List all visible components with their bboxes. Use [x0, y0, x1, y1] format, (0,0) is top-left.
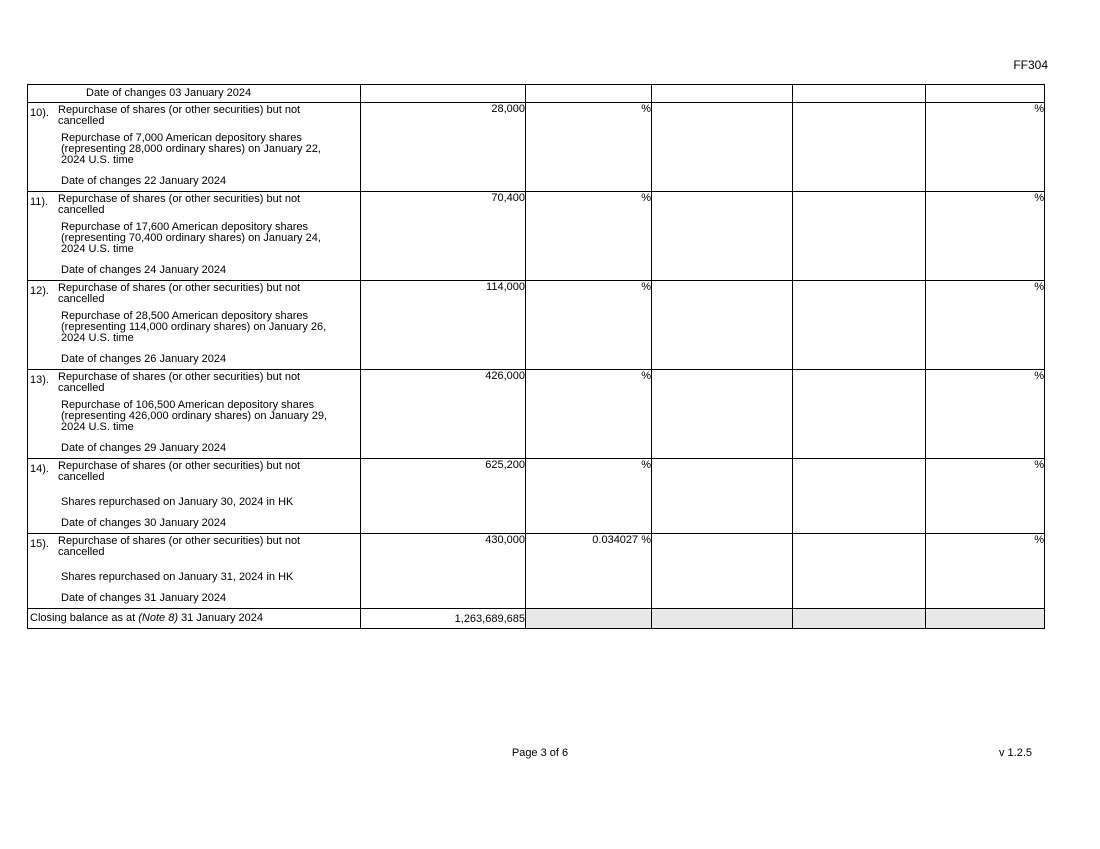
blank-cell: [652, 459, 793, 534]
number-cell: 625,200: [361, 459, 526, 534]
percent-cell: 0.034027 %: [526, 534, 652, 609]
change-type: Repurchase of shares (or other securities) but not cancelled: [58, 193, 301, 216]
blank-cell: [793, 192, 926, 281]
row-number: 15).: [30, 538, 49, 550]
number-cell: 426,000: [361, 370, 526, 459]
row-number: 14).: [30, 463, 49, 475]
percent-cell: %: [526, 103, 652, 192]
closing-balance-row: [28, 609, 1045, 629]
percent-cell: %: [926, 281, 1045, 370]
percent-cell: %: [926, 534, 1045, 609]
blank-cell: [652, 534, 793, 609]
description-cell: [28, 459, 361, 534]
table-row: [28, 459, 1045, 534]
blank-cell: [793, 85, 926, 103]
blank-cell: [793, 281, 926, 370]
table-row: [28, 85, 1045, 103]
percent-cell: %: [926, 192, 1045, 281]
grey-cell: [926, 609, 1045, 629]
blank-cell: [652, 192, 793, 281]
description-cell: [28, 85, 361, 103]
description-cell: [28, 103, 361, 192]
blank-cell: [652, 281, 793, 370]
date-of-changes: Date of changes 03 January 2024: [86, 87, 252, 99]
number-cell: 28,000: [361, 103, 526, 192]
description-cell: [28, 370, 361, 459]
blank-cell: [793, 103, 926, 192]
number-cell: 114,000: [361, 281, 526, 370]
blank-cell: [793, 370, 926, 459]
date-of-changes: Date of changes 31 January 2024: [61, 592, 227, 604]
percent-cell: %: [926, 370, 1045, 459]
closing-balance-value: 1,263,689,685: [361, 609, 526, 629]
change-detail: Repurchase of 106,500 American depository shares (representing 426,000 ordinary shares) on January 29, 2024 U.S. time: [61, 399, 327, 433]
grey-cell: [526, 609, 652, 629]
percent-cell: %: [926, 103, 1045, 192]
date-of-changes: Date of changes 22 January 2024: [61, 175, 227, 187]
table-row: [28, 103, 1045, 192]
description-cell: [28, 192, 361, 281]
change-detail: Repurchase of 17,600 American depository shares (representing 70,400 ordinary shares) on January 24, 2024 U.S. time: [61, 221, 321, 255]
percent-cell: [926, 85, 1045, 103]
date-of-changes: Date of changes 29 January 2024: [61, 442, 227, 454]
change-type: Repurchase of shares (or other securities) but not cancelled: [58, 371, 301, 394]
blank-cell: [652, 103, 793, 192]
row-number: 10).: [30, 107, 49, 119]
percent-cell: %: [926, 459, 1045, 534]
share-changes-table: [27, 84, 1045, 629]
percent-cell: [526, 85, 652, 103]
date-of-changes: Date of changes 26 January 2024: [61, 353, 227, 365]
table-row: [28, 370, 1045, 459]
table-row: [28, 192, 1045, 281]
change-type: Repurchase of shares (or other securities) but not cancelled: [58, 282, 301, 305]
date-of-changes: Date of changes 24 January 2024: [61, 264, 227, 276]
description-cell: [28, 281, 361, 370]
blank-cell: [652, 85, 793, 103]
row-number: 11).: [30, 196, 49, 208]
change-detail: Repurchase of 28,500 American depository shares (representing 114,000 ordinary shares) on January 26, 2024 U.S. time: [61, 310, 327, 344]
percent-cell: %: [526, 370, 652, 459]
version-label: v 1.2.5: [998, 747, 1032, 759]
change-detail: Shares repurchased on January 30, 2024 in HK: [61, 496, 294, 508]
number-cell: 430,000: [361, 534, 526, 609]
table-row: [28, 281, 1045, 370]
description-cell: [28, 534, 361, 609]
change-type: Repurchase of shares (or other securities) but not cancelled: [58, 104, 301, 127]
change-detail: Repurchase of 7,000 American depository shares (representing 28,000 ordinary shares) on January 22, 2024 U.S. time: [61, 132, 321, 166]
closing-balance-label: [28, 609, 361, 629]
table-row: [28, 534, 1045, 609]
closing-date: 31 January 2024: [181, 612, 264, 624]
blank-cell: [793, 534, 926, 609]
grey-cell: [652, 609, 793, 629]
percent-cell: %: [526, 459, 652, 534]
blank-cell: [652, 370, 793, 459]
change-type: Repurchase of shares (or other securities) but not cancelled: [58, 460, 301, 483]
percent-cell: %: [526, 281, 652, 370]
form-code: FF304: [1013, 58, 1048, 72]
closing-label-prefix: Closing balance as at: [30, 612, 136, 624]
grey-cell: [793, 609, 926, 629]
row-number: 13).: [30, 374, 49, 386]
change-type: Repurchase of shares (or other securities) but not cancelled: [58, 535, 301, 558]
closing-note: (Note 8): [138, 612, 178, 624]
percent-cell: %: [526, 192, 652, 281]
page-number: Page 3 of 6: [511, 747, 569, 759]
number-cell: [361, 85, 526, 103]
row-number: 12).: [30, 285, 49, 297]
number-cell: 70,400: [361, 192, 526, 281]
date-of-changes: Date of changes 30 January 2024: [61, 517, 227, 529]
blank-cell: [793, 459, 926, 534]
change-detail: Shares repurchased on January 31, 2024 in HK: [61, 571, 294, 583]
